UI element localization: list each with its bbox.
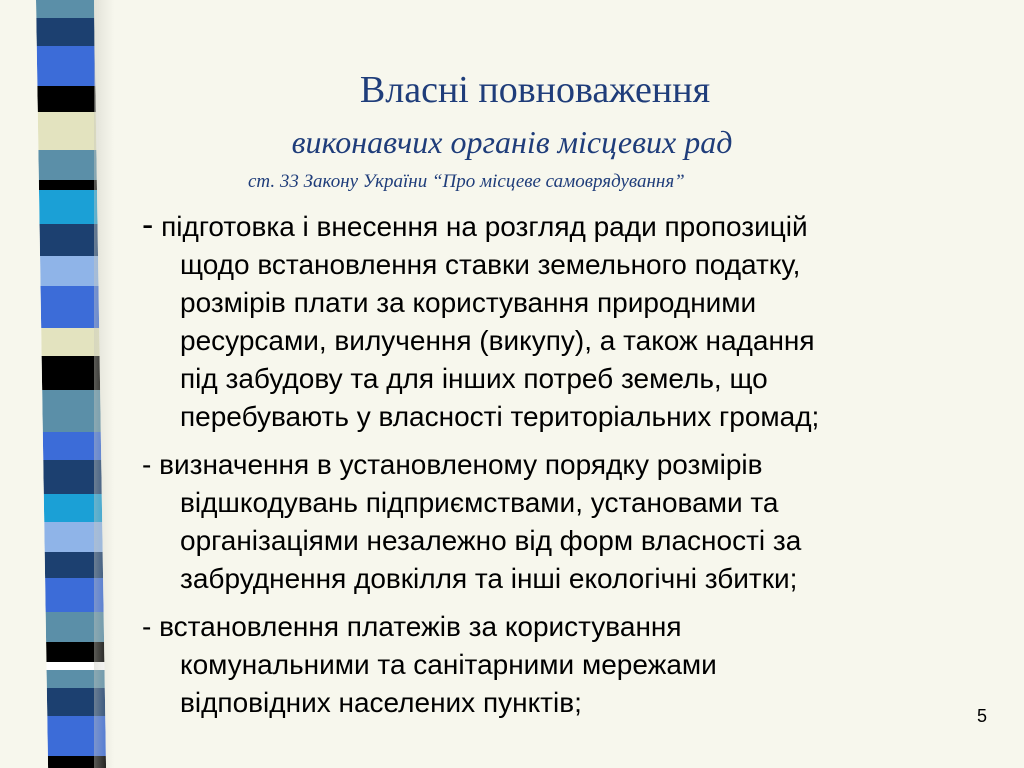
item-text-line: комунальними та санітарними мережами [180, 649, 717, 680]
page-number: 5 [976, 706, 987, 726]
slide-title: Власні повноваження [359, 69, 711, 111]
item-text-line: щодо встановлення ставки земельного податку, [180, 249, 801, 280]
item-text-line: під забудову та для інших потреб земель, що [180, 363, 768, 394]
item-text-line: встановлення платежів за користування [159, 611, 682, 642]
stripe-segment [40, 224, 99, 256]
list-item [142, 608, 992, 722]
stripe-segment [39, 180, 97, 190]
slide-subtitle: виконавчих органів місцевих рад [291, 124, 733, 160]
list-item [142, 206, 992, 436]
item-text-line: підготовка і внесення на розгляд ради пропозицій [161, 211, 808, 242]
stripe-segment [40, 286, 99, 328]
stripe-segment [36, 18, 94, 46]
item-text-line: організаціями незалежно від форм власності за [180, 525, 802, 556]
item-text-line: відповідних населених пунктів; [180, 687, 582, 718]
stripe-segment [43, 432, 101, 460]
stripe-segment [40, 256, 98, 286]
stripe-segment [39, 190, 98, 224]
item-text-line: розмірів плати за користування природними [180, 287, 757, 318]
item-text-line: відшкодувань підприємствами, установами та [180, 487, 779, 518]
stripe-shadow [94, 0, 114, 768]
powers-list [142, 206, 992, 722]
item-text-line: перебувають у власності територіальних громад; [180, 401, 820, 432]
bullet-dash: - [142, 449, 152, 480]
bullet-dash: - [142, 611, 152, 642]
stripe-segment [42, 356, 101, 390]
bullet-dash: - [142, 206, 154, 244]
stripe-segment [36, 0, 94, 18]
item-text-line: ресурсами, вилучення (викупу), а також надання [180, 325, 815, 356]
stripe-segment [43, 460, 102, 494]
legal-source-reference: ст. 33 Закону України “Про місцеве самоврядування” [248, 171, 685, 192]
stripe-segment [41, 328, 99, 356]
item-text-line: забруднення довкілля та інші екологічні збитки; [180, 563, 798, 594]
stripe-segment [42, 390, 101, 432]
item-text-line: визначення в установленому порядку розмірів [159, 449, 763, 480]
list-item [142, 446, 992, 598]
